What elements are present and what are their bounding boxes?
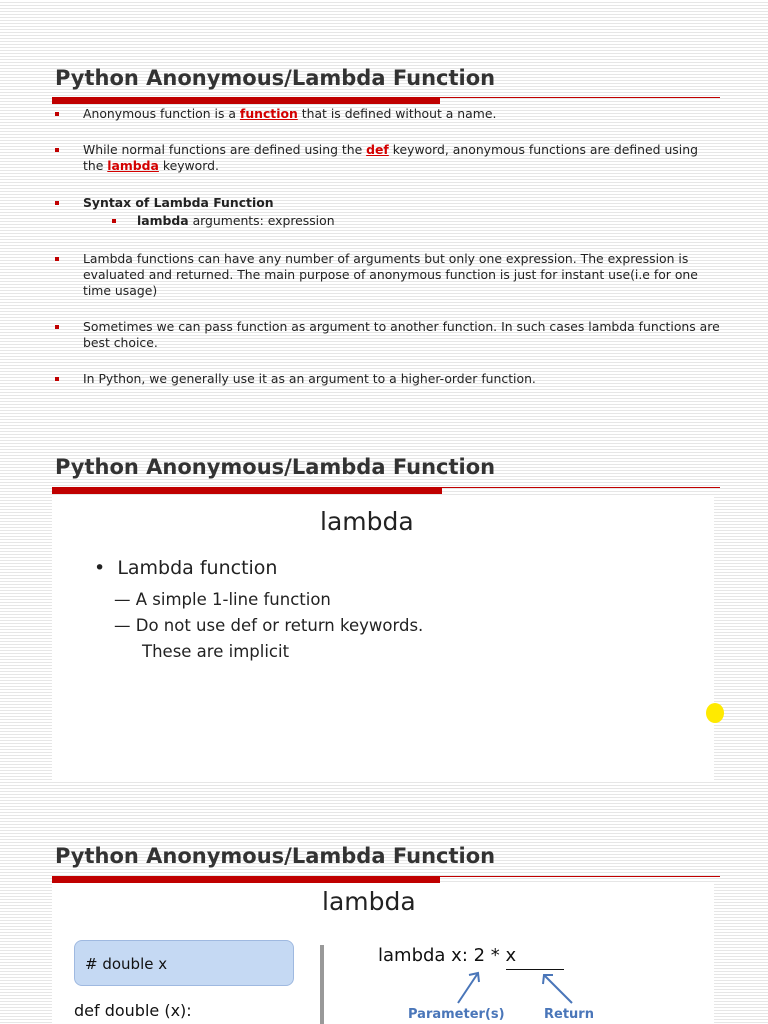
image-bullet-text: Lambda function [117, 557, 278, 579]
return-label: Return [544, 1007, 594, 1022]
slide1-title-rule [52, 97, 440, 104]
dash-text: Do not use def or return keywords. [135, 616, 424, 635]
syntax-lambda-keyword: lambda [137, 213, 189, 228]
slide3-lambda-image [52, 883, 714, 1024]
bullet-def-vs-lambda [55, 142, 720, 174]
image-dash-item [114, 587, 423, 613]
bullet-dot-icon: • [94, 557, 106, 579]
dash-text: A simple 1-line function [135, 590, 331, 609]
slide3-title-rule [52, 876, 440, 883]
expr-body: 2 * x [473, 945, 517, 966]
slide2-lambda-image [52, 495, 714, 780]
slide2-title: Python Anonymous/Lambda Function [55, 455, 496, 479]
square-bullet-icon [55, 377, 59, 381]
syntax-heading: Syntax of Lambda Function [83, 195, 274, 210]
bullet-text: Anonymous function is a [83, 106, 240, 121]
image-dash-list [114, 587, 423, 665]
bullet-syntax [55, 195, 720, 229]
bullet-pass-function [55, 319, 720, 351]
slide3-title-thin-rule [440, 876, 720, 877]
square-bullet-icon [55, 148, 59, 152]
square-bullet-icon [55, 201, 59, 205]
bullet-text: that is defined without a name. [297, 106, 497, 121]
code-comment-box: # double x [74, 940, 294, 986]
arrows-icon [432, 967, 592, 1009]
slide1-title-thin-rule [440, 97, 720, 98]
keyword-function: function [239, 106, 298, 121]
image-dash-item [114, 613, 423, 639]
bullet-text: While normal functions are defined using the [83, 142, 367, 157]
square-bullet-icon [55, 325, 59, 329]
bullet-arguments-expression [55, 251, 720, 299]
square-bullet-icon [55, 112, 59, 116]
bullet-text: keyword. [158, 158, 219, 173]
image-dash-continuation: These are implicit [142, 642, 290, 661]
page-indicator-icon [706, 703, 724, 723]
square-sub-bullet-icon [112, 219, 116, 223]
dash-icon: — [114, 590, 131, 609]
keyword-lambda: lambda [107, 158, 159, 173]
square-bullet-icon [55, 257, 59, 261]
lambda-expression [378, 945, 516, 966]
slide3-title: Python Anonymous/Lambda Function [55, 844, 496, 868]
code-def-line: def double (x): [74, 1001, 192, 1020]
bullet-text: In Python, we generally use it as an argument to a higher-order function. [83, 371, 536, 386]
bullet-text: keyword, anonymous functions are defined using the [83, 142, 698, 173]
slide2-title-rule [52, 487, 442, 494]
slide1-title: Python Anonymous/Lambda Function [55, 66, 496, 90]
slide2-title-thin-rule [442, 487, 720, 488]
bullet-text: Sometimes we can pass function as argument to another function. In such cases lambda functions are best choice. [83, 319, 720, 350]
keyword-def: def [366, 142, 389, 157]
vertical-divider [320, 945, 324, 1024]
bullet-anonymous-definition [55, 106, 720, 122]
image-heading: lambda [320, 507, 414, 536]
bullet-higher-order [55, 371, 720, 387]
syntax-rest: arguments: expression [188, 213, 335, 228]
parameters-label: Parameter(s) [408, 1007, 505, 1022]
bullet-text: Lambda functions can have any number of arguments but only one expression. The expression is evaluated and returned. The main purpose of anonymous function is just for instant use(i.e for one time usage) [83, 251, 698, 298]
image-bullet [94, 557, 277, 579]
image-heading: lambda [322, 887, 416, 916]
expr-prefix: lambda x: [378, 945, 474, 966]
dash-icon: — [114, 616, 131, 635]
